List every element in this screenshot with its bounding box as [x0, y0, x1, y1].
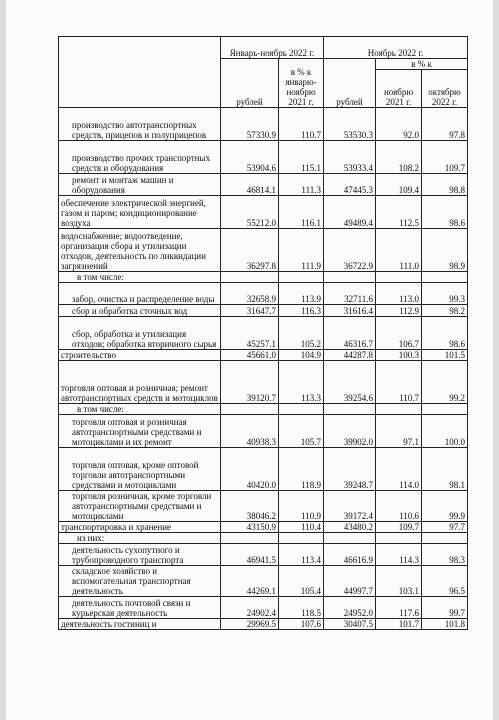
row-value-v5: 98.3	[422, 544, 468, 566]
table-row	[59, 544, 468, 566]
header-period-nov: Ноябрь 2022 г.	[324, 37, 468, 59]
row-value-v4: 110.7	[376, 361, 422, 404]
row-label: в том числе:	[59, 404, 221, 415]
row-value-v4: 100.3	[376, 350, 422, 361]
row-value-v2: 118.5	[279, 597, 324, 619]
header-rub-1: рублей	[221, 59, 279, 108]
header-rub-2: рублей	[324, 59, 376, 108]
row-value-v2: 115.1	[279, 141, 324, 174]
row-value-v3	[324, 404, 376, 415]
row-value-v2: 107.6	[279, 619, 324, 630]
table-row	[59, 566, 468, 597]
row-value-v3: 39902.0	[324, 415, 376, 448]
row-label: транспортировка и хранение	[59, 522, 221, 533]
row-value-v5: 100.0	[422, 415, 468, 448]
row-value-v5: 101.8	[422, 619, 468, 630]
row-label: торговля розничная, кроме торговли автотранспортными средствами и мотоциклами	[59, 491, 221, 522]
header-pct-nov: ноябрю 2021 г.	[376, 70, 422, 108]
table-row	[59, 283, 468, 305]
row-value-v4	[376, 272, 422, 283]
row-value-v1: 57330.9	[221, 108, 279, 141]
row-value-v4: 114.3	[376, 544, 422, 566]
table-row	[59, 229, 468, 272]
row-value-v4: 92.0	[376, 108, 422, 141]
row-value-v3: 47445.3	[324, 174, 376, 196]
row-value-v5: 99.3	[422, 283, 468, 305]
row-value-v1: 36297.8	[221, 229, 279, 272]
row-value-v1: 38046.2	[221, 491, 279, 522]
row-value-v1: 40420.0	[221, 448, 279, 491]
row-value-v1	[221, 404, 279, 415]
row-value-v5: 98.2	[422, 305, 468, 317]
row-value-v2: 118.9	[279, 448, 324, 491]
row-value-v5	[422, 272, 468, 283]
row-value-v2: 113.3	[279, 361, 324, 404]
row-value-v2: 116.1	[279, 196, 324, 229]
table-row	[59, 597, 468, 619]
row-value-v2: 105.4	[279, 566, 324, 597]
row-value-v2: 116.3	[279, 305, 324, 317]
row-label: складское хозяйство и вспомогательная транспортная деятельность	[59, 566, 221, 597]
row-value-v4: 112.5	[376, 196, 422, 229]
table-row	[59, 141, 468, 174]
row-label: строительство	[59, 350, 221, 361]
table-row	[59, 404, 468, 415]
table-row	[59, 522, 468, 533]
row-value-v4: 110.6	[376, 491, 422, 522]
row-value-v3: 44997.7	[324, 566, 376, 597]
row-value-v4	[376, 533, 422, 544]
row-value-v5: 99.2	[422, 361, 468, 404]
row-value-v4: 109.4	[376, 174, 422, 196]
row-value-v4: 103.1	[376, 566, 422, 597]
table-row	[59, 491, 468, 522]
row-label: водоснабжение; водоотведение, организация сбора и утилизации отходов, деятельность по ликвидации загрязнений	[59, 229, 221, 272]
row-value-v3: 44287.8	[324, 350, 376, 361]
row-value-v4: 114.0	[376, 448, 422, 491]
row-value-v2: 113.4	[279, 544, 324, 566]
row-value-v3: 46316.7	[324, 317, 376, 350]
row-label: деятельность почтовой связи и курьерская деятельность	[59, 597, 221, 619]
table-row	[59, 317, 468, 350]
row-value-v3: 39254.6	[324, 361, 376, 404]
row-value-v1: 39120.7	[221, 361, 279, 404]
row-value-v2: 104.9	[279, 350, 324, 361]
header-pct-ytd: в % к январю-ноябрю 2021 г.	[279, 59, 324, 108]
row-label: торговля оптовая и розничная автотранспортными средствами и мотоциклами и их ремонт	[59, 415, 221, 448]
row-value-v3: 53933.4	[324, 141, 376, 174]
row-value-v3: 53530.3	[324, 108, 376, 141]
row-value-v2: 111.3	[279, 174, 324, 196]
row-value-v3: 32711.6	[324, 283, 376, 305]
row-value-v2: 105.7	[279, 415, 324, 448]
row-value-v2	[279, 404, 324, 415]
row-value-v1: 46941.5	[221, 544, 279, 566]
row-value-v4: 117.6	[376, 597, 422, 619]
header-pct-oct: октябрю 2022 г.	[422, 70, 468, 108]
row-label: в том числе:	[59, 272, 221, 283]
header-blank-cell	[59, 37, 221, 108]
row-value-v4	[376, 404, 422, 415]
row-value-v4: 108.2	[376, 141, 422, 174]
row-value-v1: 44269.1	[221, 566, 279, 597]
row-label: деятельность гостиниц и	[59, 619, 221, 630]
row-value-v5: 97.8	[422, 108, 468, 141]
row-value-v3: 39172.4	[324, 491, 376, 522]
row-label: производство автотранспортных средств, прицепов и полуприцепов	[59, 108, 221, 141]
row-value-v3: 39248.7	[324, 448, 376, 491]
row-label: ремонт и монтаж машин и оборудования	[59, 174, 221, 196]
row-value-v5: 98.1	[422, 448, 468, 491]
table-row	[59, 196, 468, 229]
row-value-v2: 105.2	[279, 317, 324, 350]
row-label: торговля оптовая, кроме оптовой торговли автотранспортными средствами и мотоциклами	[59, 448, 221, 491]
row-value-v5: 98.9	[422, 229, 468, 272]
wages-table	[58, 36, 468, 630]
row-label: производство прочих транспортных средств и оборудования	[59, 141, 221, 174]
row-value-v2	[279, 272, 324, 283]
row-value-v5: 109.7	[422, 141, 468, 174]
row-value-v3: 31616.4	[324, 305, 376, 317]
row-label: обеспечение электрической энергией, газом и паром; кондиционирование воздуха	[59, 196, 221, 229]
row-value-v4: 112.9	[376, 305, 422, 317]
row-value-v5: 98.6	[422, 196, 468, 229]
row-value-v2: 110.4	[279, 522, 324, 533]
page-edge-right	[493, 0, 499, 720]
page-edge-left	[0, 0, 6, 720]
table-row	[59, 415, 468, 448]
row-value-v1: 46814.1	[221, 174, 279, 196]
header-pct-to: в % к	[376, 59, 468, 70]
row-value-v5: 98.6	[422, 317, 468, 350]
row-value-v3: 36722.9	[324, 229, 376, 272]
row-value-v2: 113.9	[279, 283, 324, 305]
row-value-v1: 32658.9	[221, 283, 279, 305]
table-row	[59, 272, 468, 283]
row-value-v5: 98.8	[422, 174, 468, 196]
table-row	[59, 174, 468, 196]
row-value-v3: 43480.2	[324, 522, 376, 533]
header-period-jan-nov: Январь-ноябрь 2022 г.	[221, 37, 324, 59]
row-value-v4: 109.7	[376, 522, 422, 533]
row-value-v4: 111.0	[376, 229, 422, 272]
row-label: сбор, обработка и утилизация отходов; обработка вторичного сырья	[59, 317, 221, 350]
row-value-v1: 53904.6	[221, 141, 279, 174]
row-label: из них:	[59, 533, 221, 544]
row-value-v1: 24902.4	[221, 597, 279, 619]
row-value-v3: 24952.0	[324, 597, 376, 619]
row-value-v1: 31647.7	[221, 305, 279, 317]
row-value-v3: 49489.4	[324, 196, 376, 229]
row-value-v1: 55212.0	[221, 196, 279, 229]
table-row	[59, 108, 468, 141]
row-value-v3	[324, 533, 376, 544]
row-value-v2: 110.7	[279, 108, 324, 141]
row-value-v5	[422, 533, 468, 544]
row-value-v3	[324, 272, 376, 283]
table-row	[59, 350, 468, 361]
row-value-v5: 99.9	[422, 491, 468, 522]
table-row	[59, 361, 468, 404]
row-label: сбор и обработка сточных вод	[59, 305, 221, 317]
row-label: деятельность сухопутного и трубопроводного транспорта	[59, 544, 221, 566]
row-value-v2: 111.9	[279, 229, 324, 272]
row-value-v5	[422, 404, 468, 415]
row-value-v5: 97.7	[422, 522, 468, 533]
table-row	[59, 533, 468, 544]
row-value-v1	[221, 533, 279, 544]
row-value-v2	[279, 533, 324, 544]
row-value-v4: 113.0	[376, 283, 422, 305]
row-value-v3: 30407.5	[324, 619, 376, 630]
table-row	[59, 448, 468, 491]
row-value-v4: 106.7	[376, 317, 422, 350]
row-value-v5: 96.5	[422, 566, 468, 597]
row-value-v1: 29969.5	[221, 619, 279, 630]
row-value-v1: 45661.0	[221, 350, 279, 361]
row-value-v5: 99.7	[422, 597, 468, 619]
table-row	[59, 305, 468, 317]
row-value-v1: 45257.1	[221, 317, 279, 350]
row-value-v2: 110.9	[279, 491, 324, 522]
row-value-v5: 101.5	[422, 350, 468, 361]
row-value-v1: 43150.9	[221, 522, 279, 533]
row-value-v4: 101.7	[376, 619, 422, 630]
row-label: торговля оптовая и розничная; ремонт автотранспортных средств и мотоциклов	[59, 361, 221, 404]
table-row	[59, 619, 468, 630]
row-value-v3: 46616.9	[324, 544, 376, 566]
row-value-v4: 97.1	[376, 415, 422, 448]
row-value-v1: 40938.3	[221, 415, 279, 448]
row-value-v1	[221, 272, 279, 283]
row-label: забор, очистка и распределение воды	[59, 283, 221, 305]
